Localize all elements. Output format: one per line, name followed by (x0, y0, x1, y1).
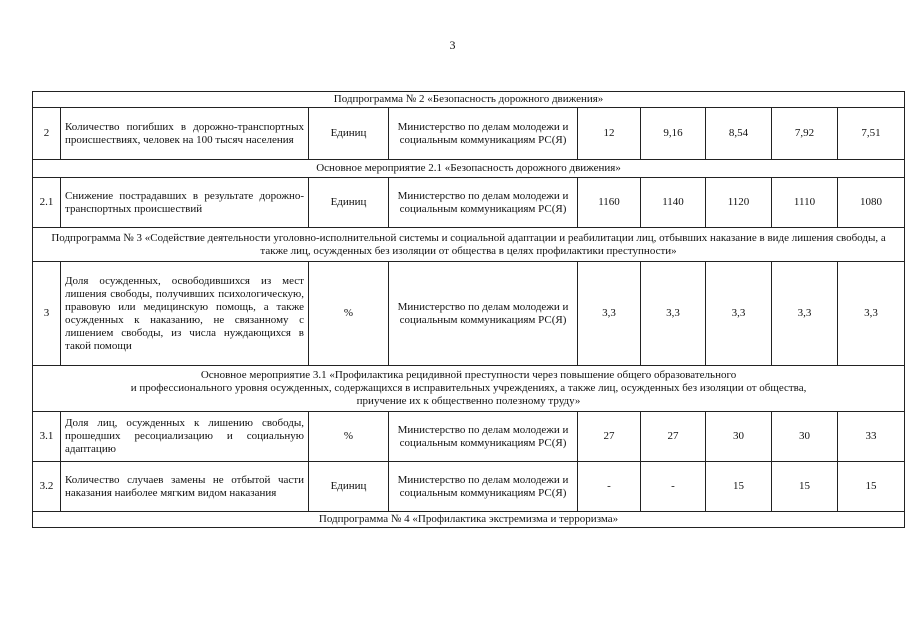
row-number: 2.1 (33, 178, 61, 228)
value-cell: 30 (706, 412, 772, 462)
value-cell: 3,3 (578, 262, 641, 366)
table-row (33, 462, 905, 512)
table-row (33, 108, 905, 160)
page-number: 3 (449, 38, 456, 52)
unit-cell: % (309, 262, 389, 366)
executor-cell: Министерство по делам молодежи и социальным коммуникациям РС(Я) (389, 108, 578, 160)
value-cell: 7,51 (838, 108, 905, 160)
section-title: Подпрограмма № 3 «Содействие деятельности уголовно-исполнительной системы и социальной адаптации и реабилитации лиц, отбывших наказание в виде лишения свободы, а также лиц, осужденных без изоляции от общества в целях профилактики преступности» (33, 228, 905, 262)
value-cell: 8,54 (706, 108, 772, 160)
indicator-name: Количество погибших в дорожно-транспортных происшествиях, человек на 100 тысяч населения (61, 108, 309, 160)
value-cell: 15 (706, 462, 772, 512)
section-row-measure-2-1 (33, 160, 905, 178)
table-row (33, 262, 905, 366)
value-cell: 3,3 (706, 262, 772, 366)
executor-cell: Министерство по делам молодежи и социальным коммуникациям РС(Я) (389, 178, 578, 228)
section-title-line: приучение их к общественно полезному труду» (356, 395, 581, 407)
value-cell: 1110 (772, 178, 838, 228)
row-number: 3 (33, 262, 61, 366)
section-title (33, 366, 905, 412)
section-row-subprogram-4 (33, 512, 905, 528)
value-cell: 1160 (578, 178, 641, 228)
executor-cell: Министерство по делам молодежи и социальным коммуникациям РС(Я) (389, 412, 578, 462)
indicator-name: Доля осужденных, освободившихся из мест лишения свободы, получивших психологическую, правовую или медицинскую помощь, а также осужденных к наказанию, не связанному с лишением свободы, из числа нуждающихся в такой помощи (61, 262, 309, 366)
table-row (33, 412, 905, 462)
value-cell: - (641, 462, 706, 512)
value-cell: 3,3 (838, 262, 905, 366)
value-cell: 15 (838, 462, 905, 512)
value-cell: 1120 (706, 178, 772, 228)
value-cell: 3,3 (641, 262, 706, 366)
value-cell: 1080 (838, 178, 905, 228)
value-cell: 9,16 (641, 108, 706, 160)
section-title: Основное мероприятие 2.1 «Безопасность дорожного движения» (33, 160, 905, 178)
value-cell: 27 (578, 412, 641, 462)
value-cell: 12 (578, 108, 641, 160)
table-row (33, 178, 905, 228)
indicator-name: Снижение пострадавших в результате дорожно-транспортных происшествий (61, 178, 309, 228)
value-cell: 30 (772, 412, 838, 462)
value-cell: 15 (772, 462, 838, 512)
section-title: Подпрограмма № 2 «Безопасность дорожного движения» (33, 92, 905, 108)
section-row-measure-3-1 (33, 366, 905, 412)
unit-cell: Единиц (309, 178, 389, 228)
indicators-table (32, 91, 905, 528)
section-title-line: Основное мероприятие 3.1 «Профилактика рецидивной преступности через повышение общего образовательного (200, 369, 737, 381)
unit-cell: % (309, 412, 389, 462)
section-row-subprogram-2 (33, 92, 905, 108)
value-cell: 33 (838, 412, 905, 462)
unit-cell: Единиц (309, 462, 389, 512)
section-title-line: и профессионального уровня осужденных, содержащихся в исправительных учреждениях, а также лиц, осужденных без изоляции от общества, (130, 382, 807, 394)
value-cell: 27 (641, 412, 706, 462)
executor-cell: Министерство по делам молодежи и социальным коммуникациям РС(Я) (389, 462, 578, 512)
row-number: 2 (33, 108, 61, 160)
indicator-name: Количество случаев замены не отбытой части наказания наиболее мягким видом наказания (61, 462, 309, 512)
row-number: 3.1 (33, 412, 61, 462)
value-cell: 1140 (641, 178, 706, 228)
value-cell: - (578, 462, 641, 512)
value-cell: 7,92 (772, 108, 838, 160)
section-title: Подпрограмма № 4 «Профилактика экстремизма и терроризма» (33, 512, 905, 528)
executor-cell: Министерство по делам молодежи и социальным коммуникациям РС(Я) (389, 262, 578, 366)
section-row-subprogram-3 (33, 228, 905, 262)
unit-cell: Единиц (309, 108, 389, 160)
row-number: 3.2 (33, 462, 61, 512)
indicator-name: Доля лиц, осужденных к лишению свободы, прошедших ресоциализацию и социальную адаптацию (61, 412, 309, 462)
value-cell: 3,3 (772, 262, 838, 366)
